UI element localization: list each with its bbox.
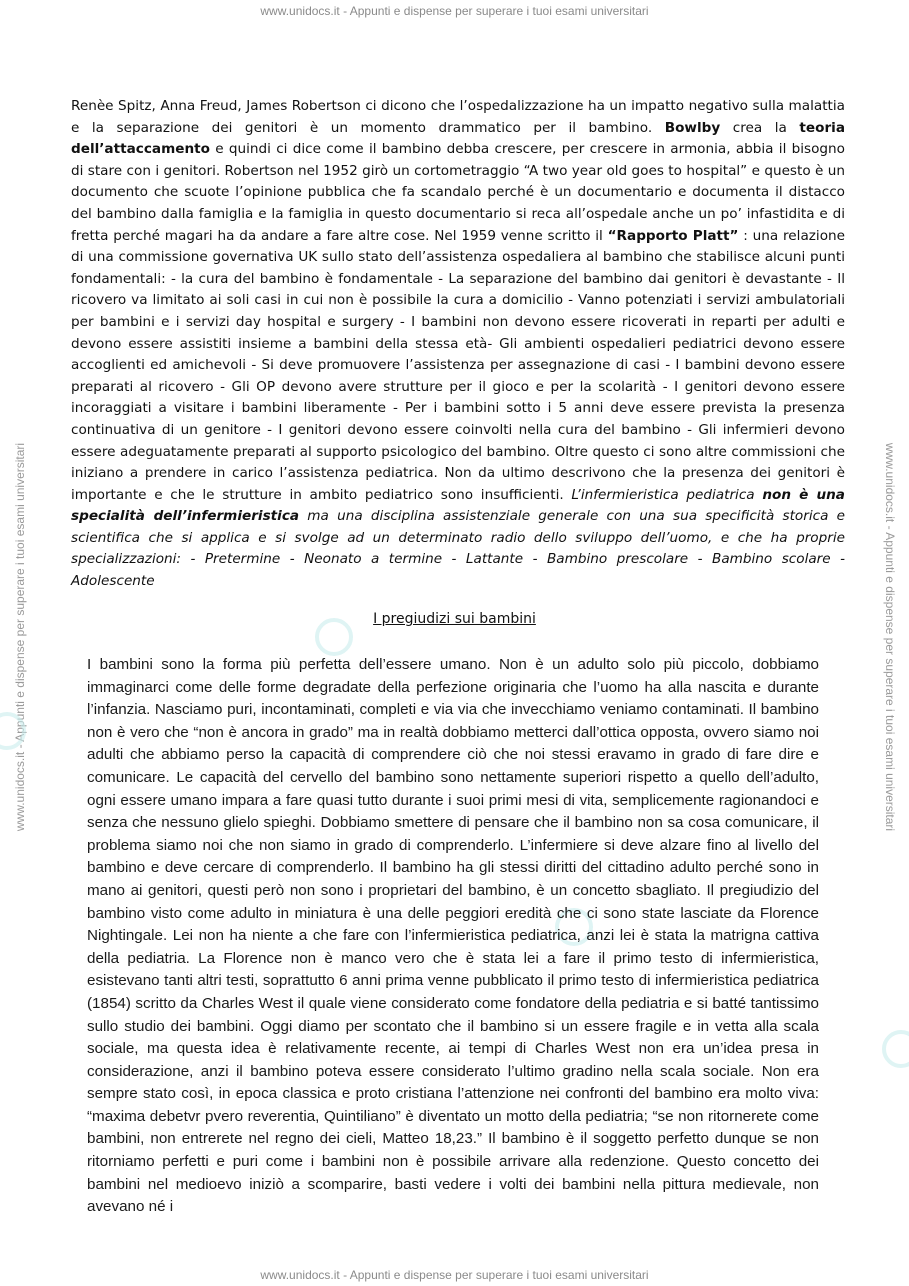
- intro-bold-bowlby: Bowlby: [664, 119, 721, 136]
- footer-watermark: www.unidocs.it - Appunti e dispense per superare i tuoi esami universitari: [260, 1268, 649, 1282]
- intro-text-2: crea la: [720, 119, 800, 136]
- intro-bold-italic: non è una specialità dell’infermieristica: [71, 486, 845, 525]
- intro-bold-platt-report: “Rapporto Platt”: [607, 227, 739, 244]
- intro-italic-1: L’infermieristica pediatrica: [571, 486, 763, 503]
- body-paragraph: I bambini sono la forma più perfetta dell’essere umano. Non è un adulto solo più piccolo, dobbiamo immaginarci come delle forme degradate della perfezione originaria che l’uomo ha alla nascita e durante l’infanzia. Nasciamo puri, incontaminati, completi e via via che invecchiamo veniamo contaminati. Il bambino non è vero che “non è ancora in grado” ma in realtà dobbiamo metterci dall’ottica opposta, ovvero siamo noi adulti che abbiamo perso la capacità di comprendere ciò che noi stessi eravamo in grado di fare dire e comunicare. Le capacità del cervello del bambino sono nettamente superiori rispetto a quello dell’adulto, ogni essere umano impara a fare quasi tutto durante i suoi primi mesi di vita, semplicemente ragionandoci e senza che nessuno glielo spieghi. Dobbiamo smettere di pensare che il bambino non sa cosa comunicare, il problema siamo noi che non siamo in grado di comprenderlo. L’infermiere si deve alzare fino al livello del bambino e deve cercare di comprenderlo. Il bambino ha gli stessi diritti del cittadino adulto perché sono in mano ai genitori, questi però non sono i proprietari del bambino, è un concetto sbagliato. Il pregiudizio del bambino visto come adulto in miniatura è una delle peggiori eredità che ci sono state lasciate da Florence Nightingale. Lei non ha niente a che fare con l’infermieristica pediatrica, anzi lei è stata la matrigna cattiva della pediatria. La Florence non è manco vero che è stata lei a fare il primo testo di infermieristica, esistevano tanti altri testi, soprattutto 6 anni prima venne pubblicato il primo testo di infermieristica pediatrica (1854) scritto da Charles West il quale viene considerato come fondatore della pediatria e si batté tantissimo sullo studio dei bambini. Oggi diamo per scontato che il bambino si un essere fragile e in vetta alla scala sociale, ma questa idea è relativamente recente, ai tempi di Charles West non era un’idea presa in considerazione, anzi il bambino poteva essere considerato l’ultimo gradino nella scala sociale. Non era sempre stato così, in epoca classica e proto cristiana l’attenzione nei confronti del bambino era molto viva: “maxima debetvr pvero reverentia, Quintiliano” è diventato un motto della pediatria; “se non ritornerete come bambini, non entrerete nel regno dei cieli, Matteo 18,23.” Il bambino è il soggetto perfetto dunque se non ritorniamo perfetti e puri come i bambini non è possibile arrivare alla redenzione. Questo concetto dei bambini nel medioevo iniziò a scomparire, basti vedere i volti dei bambini nella pittura medievale, non avevano né i: [87, 656, 819, 1216]
- intro-text-4: : una relazione di una commissione governativa UK sullo stato dell’assistenza ospedaliera al bambino che stabilisce alcuni punti fondamentali: - la cura del bambino è fondamentale - La separazione del bambino dai genitori è devastante - Il ricovero va limitato ai soli casi in cui non è possibile la cura a domicilio - Vanno potenziati i servizi ambulatoriali per bambini e i servizi day hospital e surgery - I bambini non devono essere ricoverati in reparti per adulti e devono essere assistiti insieme a bambini della stessa età- Gli ambienti ospedalieri pediatrici devono essere accoglienti ed amichevoli - Si deve promuovere l’assistenza per assegnazione di casi - I bambini devono essere preparati al ricovero - Gli OP devono avere strutture per il gioco e per la scolarità - I genitori devono essere incoraggiati a visitare i bambini liberamente - Per i bambini sotto i 5 anni deve essere prevista la presenza continuativa di un genitore - I genitori devono essere coinvolti nella cura del bambino - Gli infermieri devono essere adeguatamente preparati al supporto psicologico del bambino. Oltre questo ci sono altre commissioni che iniziano a prendere in carico l’assistenza pediatrica. Non da ultimo descrivono che la presenza dei genitori è importante e che le strutture in ambito pediatrico sono insufficienti.: [71, 227, 845, 503]
- section-title: I pregiudizi sui bambini: [373, 611, 536, 627]
- intro-italic-2: ma una disciplina assistenziale generale con una sua specificità storica e scientifica che si applica e si svolge ad un determinato radio dello sviluppo dell’uomo, e che ha proprie specializzazioni: - Pretermine - Neonato a termine - Lattante - Bambino prescolare - Bambino scolare - Adolescente: [71, 508, 846, 590]
- intro-paragraph: [71, 96, 845, 593]
- intro-text-3: e quindi ci dice come il bambino debba crescere, per crescere in armonia, abbia il bisogno di stare con i genitori. Robertson nel 1952 girò un cortometraggio “A two year old goes to hospital” e questo è un documento che scuote l’opinione pubblica che fa scandalo perché è un documentario e documenta il distacco del bambino dalla famiglia e la famiglia in questo documentario si reca all’ospedale anche un po’ infastidita e di fretta perché magari ha da andare a fare altre cose. Nel 1959 venne scritto il: [71, 141, 845, 244]
- right-side-watermark: www.unidocs.it - Appunti e dispense per superare i tuoi esami universitari: [883, 442, 897, 832]
- header-watermark: www.unidocs.it - Appunti e dispense per superare i tuoi esami universitari: [260, 4, 649, 18]
- left-side-watermark: www.unidocs.it - Appunti e dispense per superare i tuoi esami universitari: [13, 442, 27, 832]
- intro-text-1: Renèe Spitz, Anna Freud, James Robertson ci dicono che l’ospedalizzazione ha un impatto negativo sulla malattia e la separazione dei genitori è un momento drammatico per il bambino.: [71, 98, 845, 136]
- intro-bold-attachment-theory: teoria dell’attaccamento: [71, 119, 845, 158]
